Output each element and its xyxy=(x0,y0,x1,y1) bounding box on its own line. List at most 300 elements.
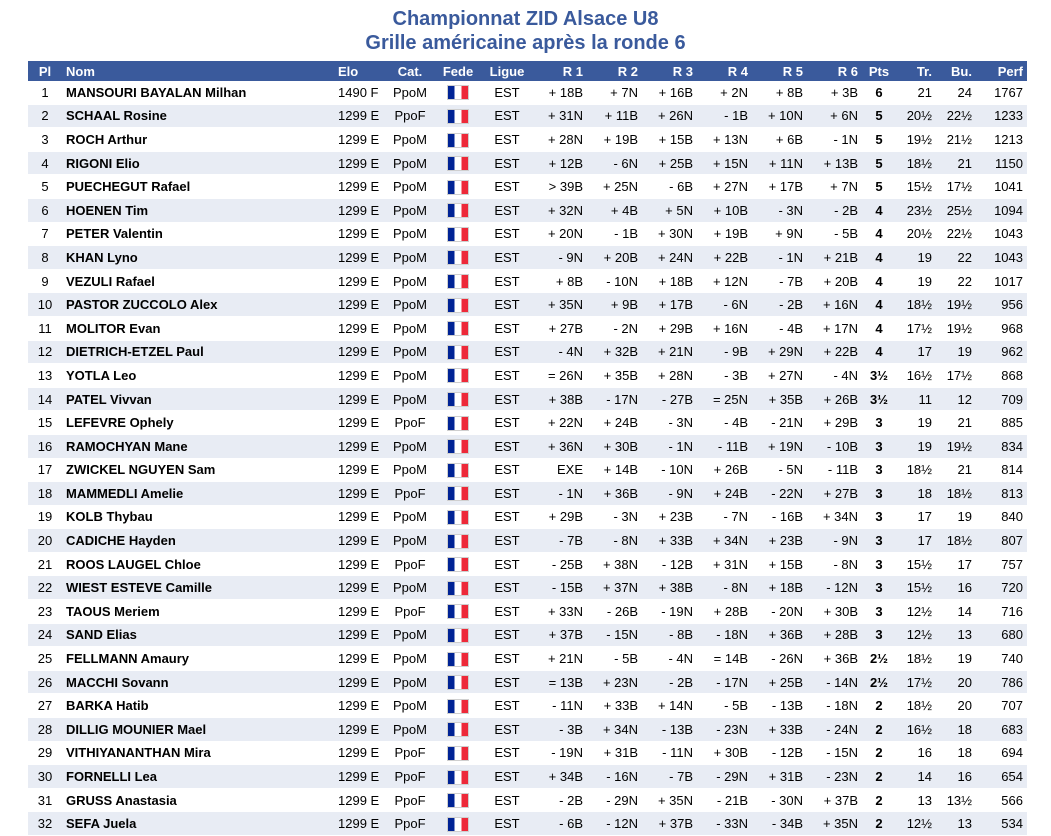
cell-round-3: + 26N xyxy=(642,104,697,128)
cell-round-1: + 20N xyxy=(532,222,587,246)
cell-name[interactable]: PATEL Vivvan xyxy=(62,387,334,411)
cell-league: EST xyxy=(482,316,532,340)
cell-points: 2 xyxy=(862,788,896,812)
cell-tiebreak-bu: 22 xyxy=(936,246,976,270)
cell-place: 18 xyxy=(28,482,62,506)
cell-round-1: + 31N xyxy=(532,104,587,128)
cell-round-6: + 36B xyxy=(807,647,862,671)
cell-name[interactable]: SEFA Juela xyxy=(62,812,334,836)
france-flag-icon xyxy=(447,109,469,124)
cell-federation xyxy=(434,81,482,104)
cell-round-1: - 4N xyxy=(532,340,587,364)
cell-name[interactable]: CADICHE Hayden xyxy=(62,529,334,553)
cell-name[interactable]: KHAN Lyno xyxy=(62,246,334,270)
cell-round-4: + 10B xyxy=(697,198,752,222)
cell-round-4: = 14B xyxy=(697,647,752,671)
cell-tiebreak-bu: 19 xyxy=(936,647,976,671)
table-row xyxy=(28,600,1027,624)
cell-name[interactable]: KOLB Thybau xyxy=(62,505,334,529)
cell-tiebreak-bu: 19½ xyxy=(936,316,976,340)
cell-round-6: - 9N xyxy=(807,529,862,553)
cell-round-4: + 28B xyxy=(697,600,752,624)
cell-name[interactable]: SCHAAL Rosine xyxy=(62,104,334,128)
cell-category: PpoF xyxy=(386,812,434,836)
cell-league: EST xyxy=(482,175,532,199)
cell-round-1: + 21N xyxy=(532,647,587,671)
cell-round-5: + 36B xyxy=(752,623,807,647)
cell-tiebreak-bu: 21 xyxy=(936,458,976,482)
table-row xyxy=(28,293,1027,317)
cell-tiebreak-tr: 18 xyxy=(896,482,936,506)
cell-league: EST xyxy=(482,198,532,222)
france-flag-icon xyxy=(447,699,469,714)
cell-performance: 1233 xyxy=(976,104,1027,128)
cell-round-5: - 2B xyxy=(752,293,807,317)
cell-points: 2½ xyxy=(862,670,896,694)
cell-elo: 1299 E xyxy=(334,623,386,647)
cell-name[interactable]: FELLMANN Amaury xyxy=(62,647,334,671)
cell-tiebreak-bu: 18 xyxy=(936,718,976,742)
cell-round-5: + 35B xyxy=(752,387,807,411)
cell-round-6: - 24N xyxy=(807,718,862,742)
cell-league: EST xyxy=(482,340,532,364)
col-header-perf[interactable]: Perf xyxy=(976,61,1027,81)
cell-league: EST xyxy=(482,104,532,128)
cell-performance: 534 xyxy=(976,812,1027,836)
cell-round-5: - 3N xyxy=(752,198,807,222)
cell-tiebreak-bu: 20 xyxy=(936,670,976,694)
cell-round-4: + 34N xyxy=(697,529,752,553)
cell-federation xyxy=(434,269,482,293)
cell-round-6: + 17N xyxy=(807,316,862,340)
cell-round-4: + 19B xyxy=(697,222,752,246)
cell-round-6: - 10B xyxy=(807,434,862,458)
cell-performance: 757 xyxy=(976,552,1027,576)
cell-tiebreak-bu: 17 xyxy=(936,552,976,576)
cell-elo: 1299 E xyxy=(334,340,386,364)
cell-round-1: + 18B xyxy=(532,81,587,104)
table-row xyxy=(28,576,1027,600)
page-title: Championnat ZID Alsace U8 xyxy=(392,8,659,30)
cell-place: 10 xyxy=(28,293,62,317)
cell-round-6: - 18N xyxy=(807,694,862,718)
cell-league: EST xyxy=(482,411,532,435)
cell-name[interactable]: RAMOCHYAN Mane xyxy=(62,434,334,458)
cell-place: 15 xyxy=(28,411,62,435)
cell-league: EST xyxy=(482,505,532,529)
cell-round-6: + 37B xyxy=(807,788,862,812)
cell-tiebreak-tr: 18½ xyxy=(896,458,936,482)
france-flag-icon xyxy=(447,345,469,360)
cell-round-2: + 24B xyxy=(587,411,642,435)
cell-round-2: + 35B xyxy=(587,364,642,388)
col-header-r5[interactable]: R 5 xyxy=(752,61,807,81)
cell-name[interactable]: SAND Elias xyxy=(62,623,334,647)
cell-round-5: - 34B xyxy=(752,812,807,836)
cell-performance: 807 xyxy=(976,529,1027,553)
cell-place: 29 xyxy=(28,741,62,765)
cell-points: 3½ xyxy=(862,387,896,411)
cell-tiebreak-bu: 19 xyxy=(936,505,976,529)
col-header-bu[interactable]: Bu. xyxy=(936,61,976,81)
table-row xyxy=(28,316,1027,340)
cell-round-3: + 25B xyxy=(642,151,697,175)
cell-round-4: + 15N xyxy=(697,151,752,175)
cell-round-5: + 27N xyxy=(752,364,807,388)
cell-category: PpoM xyxy=(386,623,434,647)
cell-tiebreak-tr: 21 xyxy=(896,81,936,104)
col-header-r3[interactable]: R 3 xyxy=(642,61,697,81)
cell-round-1: - 6B xyxy=(532,812,587,836)
cell-performance: 1041 xyxy=(976,175,1027,199)
cell-tiebreak-tr: 19 xyxy=(896,269,936,293)
cell-category: PpoM xyxy=(386,293,434,317)
cell-league: EST xyxy=(482,128,532,152)
cell-elo: 1299 E xyxy=(334,269,386,293)
cell-tiebreak-tr: 16 xyxy=(896,741,936,765)
cell-round-6: - 1N xyxy=(807,128,862,152)
cell-round-4: - 9B xyxy=(697,340,752,364)
cell-name[interactable]: WIEST ESTEVE Camille xyxy=(62,576,334,600)
cell-league: EST xyxy=(482,81,532,104)
cell-name[interactable]: ROCH Arthur xyxy=(62,128,334,152)
table-row xyxy=(28,765,1027,789)
cell-name[interactable]: HOENEN Tim xyxy=(62,198,334,222)
cell-league: EST xyxy=(482,741,532,765)
cell-round-1: + 34B xyxy=(532,765,587,789)
cell-name[interactable]: PASTOR ZUCCOLO Alex xyxy=(62,293,334,317)
cell-name[interactable]: MACCHI Sovann xyxy=(62,670,334,694)
cell-round-5: + 17B xyxy=(752,175,807,199)
cell-name[interactable]: RIGONI Elio xyxy=(62,151,334,175)
cell-elo: 1299 E xyxy=(334,718,386,742)
col-header-r4[interactable]: R 4 xyxy=(697,61,752,81)
col-header-tr[interactable]: Tr. xyxy=(896,61,936,81)
cell-round-1: - 7B xyxy=(532,529,587,553)
cell-performance: 1043 xyxy=(976,246,1027,270)
cell-federation xyxy=(434,670,482,694)
cell-name[interactable]: BARKA Hatib xyxy=(62,694,334,718)
cell-place: 11 xyxy=(28,316,62,340)
cell-tiebreak-bu: 13½ xyxy=(936,788,976,812)
cell-round-5: + 23B xyxy=(752,529,807,553)
cell-points: 2 xyxy=(862,718,896,742)
cell-federation xyxy=(434,812,482,836)
cell-tiebreak-bu: 21 xyxy=(936,151,976,175)
cell-name[interactable]: DIETRICH-ETZEL Paul xyxy=(62,340,334,364)
cell-federation xyxy=(434,411,482,435)
cell-round-3: + 21N xyxy=(642,340,697,364)
cell-performance: 566 xyxy=(976,788,1027,812)
cell-league: EST xyxy=(482,151,532,175)
cell-league: EST xyxy=(482,269,532,293)
cell-round-6: + 35N xyxy=(807,812,862,836)
col-header-pl[interactable]: Pl xyxy=(28,61,62,81)
cell-place: 20 xyxy=(28,529,62,553)
cell-points: 2 xyxy=(862,694,896,718)
cell-round-1: + 37B xyxy=(532,623,587,647)
cell-performance: 716 xyxy=(976,600,1027,624)
cell-federation xyxy=(434,647,482,671)
cell-place: 25 xyxy=(28,647,62,671)
cell-round-3: - 9N xyxy=(642,482,697,506)
cell-name[interactable]: PETER Valentin xyxy=(62,222,334,246)
cell-performance: 885 xyxy=(976,411,1027,435)
table-row xyxy=(28,364,1027,388)
table-row xyxy=(28,812,1027,836)
cell-points: 3½ xyxy=(862,364,896,388)
cell-round-2: + 36B xyxy=(587,482,642,506)
cell-round-2: + 34N xyxy=(587,718,642,742)
cell-points: 3 xyxy=(862,529,896,553)
cell-league: EST xyxy=(482,552,532,576)
cell-name[interactable]: VITHIYANANTHAN Mira xyxy=(62,741,334,765)
cell-round-5: + 19N xyxy=(752,434,807,458)
cell-round-5: + 18B xyxy=(752,576,807,600)
cell-name[interactable]: DILLIG MOUNIER Mael xyxy=(62,718,334,742)
cell-elo: 1299 E xyxy=(334,387,386,411)
table-row xyxy=(28,482,1027,506)
cell-place: 9 xyxy=(28,269,62,293)
cell-league: EST xyxy=(482,529,532,553)
cell-tiebreak-tr: 20½ xyxy=(896,222,936,246)
cell-round-6: + 6N xyxy=(807,104,862,128)
cell-place: 6 xyxy=(28,198,62,222)
cell-elo: 1299 E xyxy=(334,576,386,600)
cell-category: PpoM xyxy=(386,222,434,246)
cell-points: 3 xyxy=(862,482,896,506)
cell-performance: 1150 xyxy=(976,151,1027,175)
cell-tiebreak-bu: 14 xyxy=(936,600,976,624)
cell-round-4: + 31N xyxy=(697,552,752,576)
table-header-row xyxy=(28,61,1027,81)
cell-league: EST xyxy=(482,576,532,600)
cell-category: PpoM xyxy=(386,128,434,152)
cell-category: PpoM xyxy=(386,81,434,104)
cell-round-5: + 6B xyxy=(752,128,807,152)
cell-round-1: EXE xyxy=(532,458,587,482)
cell-tiebreak-tr: 18½ xyxy=(896,647,936,671)
cell-league: EST xyxy=(482,694,532,718)
col-header-r6[interactable]: R 6 xyxy=(807,61,862,81)
cell-performance: 707 xyxy=(976,694,1027,718)
cell-round-3: + 23B xyxy=(642,505,697,529)
col-header-elo[interactable]: Elo xyxy=(334,61,386,81)
cell-name[interactable]: MAMMEDLI Amelie xyxy=(62,482,334,506)
table-row xyxy=(28,411,1027,435)
cell-place: 28 xyxy=(28,718,62,742)
cell-name[interactable]: ROOS LAUGEL Chloe xyxy=(62,552,334,576)
cell-round-2: + 23N xyxy=(587,670,642,694)
table-row xyxy=(28,387,1027,411)
table-row xyxy=(28,269,1027,293)
cell-tiebreak-bu: 18½ xyxy=(936,529,976,553)
cell-round-5: + 29N xyxy=(752,340,807,364)
cell-place: 23 xyxy=(28,600,62,624)
cell-round-2: - 3N xyxy=(587,505,642,529)
cell-performance: 709 xyxy=(976,387,1027,411)
cell-performance: 1017 xyxy=(976,269,1027,293)
cell-round-6: - 15N xyxy=(807,741,862,765)
cell-federation xyxy=(434,316,482,340)
table-row xyxy=(28,670,1027,694)
cell-place: 27 xyxy=(28,694,62,718)
col-header-pts[interactable]: Pts xyxy=(862,61,896,81)
cell-place: 8 xyxy=(28,246,62,270)
cell-name[interactable]: YOTLA Leo xyxy=(62,364,334,388)
cell-points: 3 xyxy=(862,552,896,576)
cell-round-2: + 14B xyxy=(587,458,642,482)
cell-name[interactable]: GRUSS Anastasia xyxy=(62,788,334,812)
cell-tiebreak-tr: 17½ xyxy=(896,316,936,340)
france-flag-icon xyxy=(447,652,469,667)
cell-round-2: - 1B xyxy=(587,222,642,246)
table-row xyxy=(28,151,1027,175)
cell-tiebreak-bu: 19½ xyxy=(936,293,976,317)
cell-name[interactable]: LEFEVRE Ophely xyxy=(62,411,334,435)
cell-federation xyxy=(434,387,482,411)
cell-points: 5 xyxy=(862,151,896,175)
cell-category: PpoM xyxy=(386,505,434,529)
cell-round-3: - 27B xyxy=(642,387,697,411)
france-flag-icon xyxy=(447,557,469,572)
cell-round-1: - 1N xyxy=(532,482,587,506)
cell-category: PpoF xyxy=(386,552,434,576)
cell-tiebreak-bu: 12 xyxy=(936,387,976,411)
cell-elo: 1299 E xyxy=(334,529,386,553)
cell-tiebreak-bu: 18½ xyxy=(936,482,976,506)
cell-round-2: - 5B xyxy=(587,647,642,671)
cell-round-2: - 10N xyxy=(587,269,642,293)
cell-round-6: - 4N xyxy=(807,364,862,388)
cell-name[interactable]: ZWICKEL NGUYEN Sam xyxy=(62,458,334,482)
france-flag-icon xyxy=(447,416,469,431)
table-body xyxy=(28,81,1027,836)
cell-round-3: - 3N xyxy=(642,411,697,435)
cell-elo: 1299 E xyxy=(334,222,386,246)
cell-round-3: - 1N xyxy=(642,434,697,458)
cell-league: EST xyxy=(482,600,532,624)
page-subtitle: Grille américaine après la ronde 6 xyxy=(365,32,686,54)
cell-tiebreak-bu: 21 xyxy=(936,411,976,435)
cell-tiebreak-tr: 14 xyxy=(896,765,936,789)
cell-category: PpoF xyxy=(386,600,434,624)
cell-round-4: - 21B xyxy=(697,788,752,812)
cell-round-2: + 19B xyxy=(587,128,642,152)
col-header-r1[interactable]: R 1 xyxy=(532,61,587,81)
cell-elo: 1299 E xyxy=(334,198,386,222)
cell-league: EST xyxy=(482,718,532,742)
table-row xyxy=(28,198,1027,222)
table-row xyxy=(28,81,1027,104)
cell-elo: 1299 E xyxy=(334,411,386,435)
table-row xyxy=(28,788,1027,812)
cell-round-4: + 12N xyxy=(697,269,752,293)
table-row xyxy=(28,458,1027,482)
standings-table xyxy=(28,61,1027,836)
cell-tiebreak-tr: 19½ xyxy=(896,128,936,152)
cell-elo: 1299 E xyxy=(334,741,386,765)
france-flag-icon xyxy=(447,534,469,549)
cell-elo: 1299 E xyxy=(334,175,386,199)
cell-federation xyxy=(434,458,482,482)
cell-tiebreak-bu: 25½ xyxy=(936,198,976,222)
cell-tiebreak-tr: 15½ xyxy=(896,552,936,576)
cell-place: 13 xyxy=(28,364,62,388)
cell-name[interactable]: MANSOURI BAYALAN Milhan xyxy=(62,81,334,104)
cell-round-3: - 8B xyxy=(642,623,697,647)
cell-tiebreak-bu: 13 xyxy=(936,623,976,647)
cell-points: 3 xyxy=(862,458,896,482)
cell-name[interactable]: TAOUS Meriem xyxy=(62,600,334,624)
cell-league: EST xyxy=(482,482,532,506)
cell-league: EST xyxy=(482,434,532,458)
cell-place: 26 xyxy=(28,670,62,694)
cell-league: EST xyxy=(482,812,532,836)
col-header-cat[interactable]: Cat. xyxy=(386,61,434,81)
cell-tiebreak-tr: 16½ xyxy=(896,364,936,388)
cell-place: 31 xyxy=(28,788,62,812)
cell-tiebreak-tr: 19 xyxy=(896,246,936,270)
cell-tiebreak-tr: 15½ xyxy=(896,576,936,600)
cell-tiebreak-tr: 18½ xyxy=(896,694,936,718)
cell-tiebreak-tr: 20½ xyxy=(896,104,936,128)
cell-name[interactable]: VEZULI Rafael xyxy=(62,269,334,293)
cell-round-2: + 31B xyxy=(587,741,642,765)
france-flag-icon xyxy=(447,770,469,785)
cell-performance: 1213 xyxy=(976,128,1027,152)
cell-category: PpoM xyxy=(386,434,434,458)
cell-category: PpoM xyxy=(386,175,434,199)
cell-performance: 840 xyxy=(976,505,1027,529)
cell-round-6: + 34N xyxy=(807,505,862,529)
cell-points: 4 xyxy=(862,246,896,270)
cell-category: PpoM xyxy=(386,269,434,293)
cell-federation xyxy=(434,175,482,199)
cell-name[interactable]: FORNELLI Lea xyxy=(62,765,334,789)
cell-points: 5 xyxy=(862,104,896,128)
cell-place: 32 xyxy=(28,812,62,836)
col-header-fede[interactable]: Fede xyxy=(434,61,482,81)
cell-round-1: + 12B xyxy=(532,151,587,175)
cell-round-2: - 16N xyxy=(587,765,642,789)
cell-tiebreak-tr: 18½ xyxy=(896,293,936,317)
cell-elo: 1299 E xyxy=(334,151,386,175)
cell-league: EST xyxy=(482,364,532,388)
col-header-r2[interactable]: R 2 xyxy=(587,61,642,81)
cell-category: PpoM xyxy=(386,316,434,340)
cell-elo: 1299 E xyxy=(334,128,386,152)
cell-federation xyxy=(434,364,482,388)
cell-performance: 740 xyxy=(976,647,1027,671)
cell-name[interactable]: MOLITOR Evan xyxy=(62,316,334,340)
cell-league: EST xyxy=(482,765,532,789)
cell-elo: 1299 E xyxy=(334,765,386,789)
col-header-nom[interactable]: Nom xyxy=(62,61,334,81)
cell-points: 2 xyxy=(862,765,896,789)
cell-federation xyxy=(434,246,482,270)
france-flag-icon xyxy=(447,486,469,501)
cell-place: 24 xyxy=(28,623,62,647)
cell-tiebreak-tr: 18½ xyxy=(896,151,936,175)
cell-round-6: + 7N xyxy=(807,175,862,199)
cell-performance: 683 xyxy=(976,718,1027,742)
col-header-ligue[interactable]: Ligue xyxy=(482,61,532,81)
france-flag-icon xyxy=(447,180,469,195)
cell-points: 4 xyxy=(862,269,896,293)
cell-name[interactable]: PUECHEGUT Rafael xyxy=(62,175,334,199)
cell-round-6: - 14N xyxy=(807,670,862,694)
